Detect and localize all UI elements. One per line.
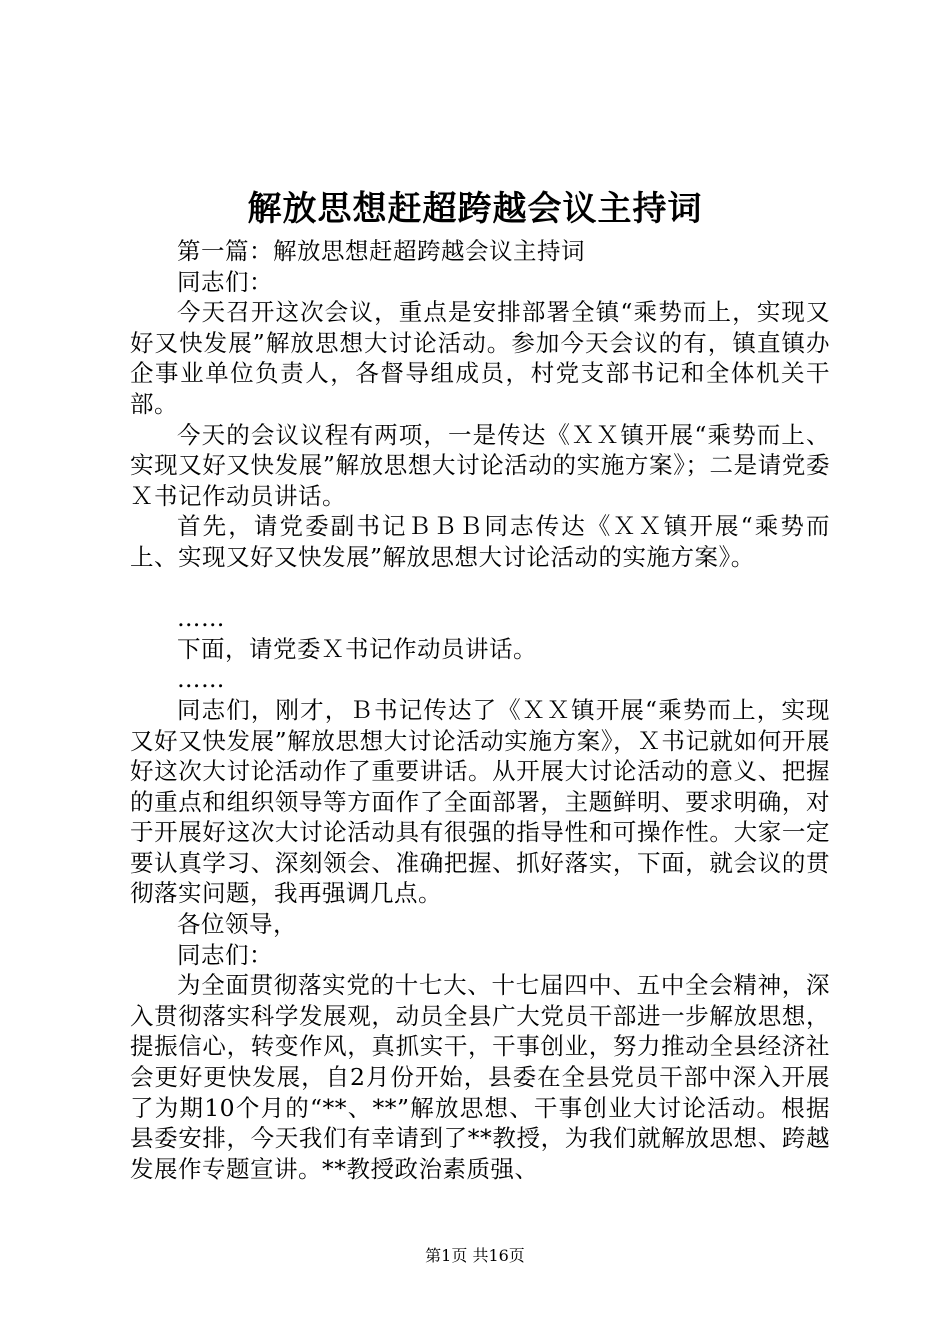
- body-paragraph: 今天召开这次会议，重点是安排部署全镇“乘势而上，实现又好又快发展”解放思想大讨论活动。参加今天会议的有，镇直镇办企事业单位负责人，各督导组成员，村党支部书记和全体机关干部。: [130, 298, 830, 418]
- salutation: 同志们：: [177, 940, 273, 969]
- body-paragraph: 下面，请党委Ｘ书记作动员讲话。: [177, 634, 537, 663]
- ellipsis-line: ……: [177, 604, 225, 633]
- salutation: 各位领导，: [177, 910, 297, 939]
- blank-line: [130, 573, 830, 604]
- ellipsis-line: ……: [177, 665, 225, 694]
- body-paragraph: 今天的会议议程有两项，一是传达《ＸＸ镇开展“乘势而上、实现又好又快发展”解放思想大讨论活动的实施方案》；二是请党委Ｘ书记作动员讲话。: [130, 420, 830, 510]
- salutation: 同志们：: [177, 267, 273, 296]
- section-heading: 第一篇：解放思想赶超跨越会议主持词: [177, 237, 585, 265]
- body-paragraph: 首先，请党委副书记ＢＢＢ同志传达《ＸＸ镇开展“乘势而上、实现又好又快发展”解放思想大讨论活动的实施方案》。: [130, 512, 830, 571]
- document-body: [130, 236, 830, 1184]
- body-paragraph: 同志们，刚才，Ｂ书记传达了《ＸＸ镇开展“乘势而上，实现又好又快发展”解放思想大讨论活动实施方案》，Ｘ书记就如何开展好这次大讨论活动作了重要讲话。从开展大讨论活动的意义、把握的重点和组织领导等方面作了全面部署，主题鲜明、要求明确，对于开展好这次大讨论活动具有很强的指导性和可操作性。大家一定要认真学习、深刻领会、准确把握、抓好落实，下面，就会议的贯彻落实问题，我再强调几点。: [130, 695, 830, 908]
- page-number-footer: 第1页 共16页: [425, 1246, 525, 1265]
- document-title: 解放思想赶超跨越会议主持词: [247, 189, 703, 229]
- body-paragraph: 为全面贯彻落实党的十七大、十七届四中、五中全会精神，深入贯彻落实科学发展观，动员全县广大党员干部进一步解放思想，提振信心，转变作风，真抓实干，干事创业，努力推动全县经济社会更好更快发展，自2月份开始，县委在全县党员干部中深入开展了为期10个月的“**、**”解放思想、干事创业大讨论活动。根据县委安排，今天我们有幸请到了**教授，为我们就解放思想、跨越发展作专题宣讲。**教授政治素质强、: [130, 971, 830, 1183]
